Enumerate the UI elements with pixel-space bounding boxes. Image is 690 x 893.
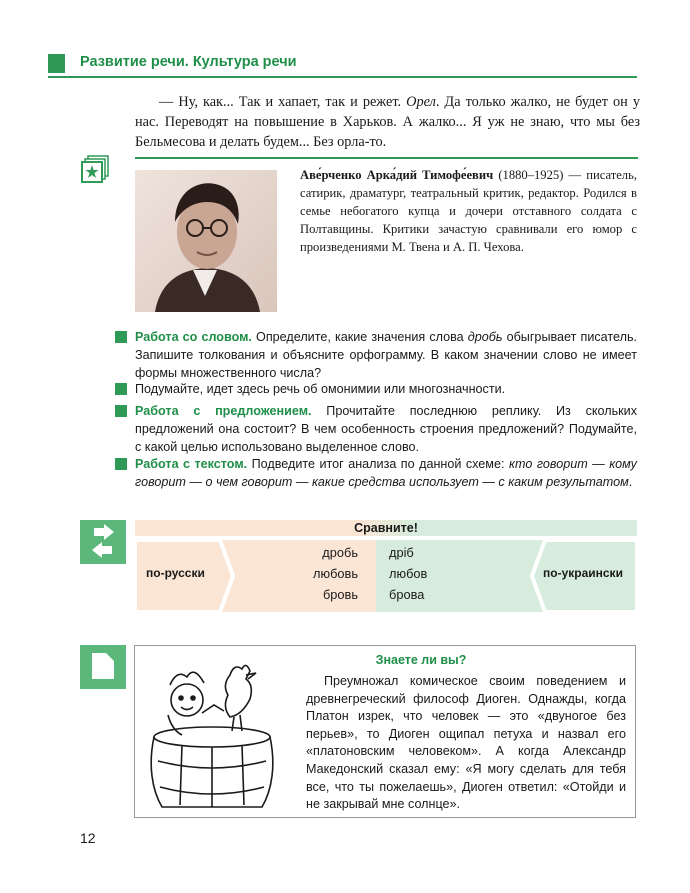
ukrainian-word: дріб [389, 545, 414, 560]
section-title: Развитие речи. Культура речи [80, 54, 297, 70]
task-bullet [115, 331, 127, 343]
ukrainian-word: любов [389, 566, 428, 581]
russian-word: бровь [322, 587, 358, 602]
ukrainian-word: брова [389, 587, 425, 602]
task-bullet [115, 383, 127, 395]
bio-divider [135, 157, 638, 159]
author-bio: Аве́рченко Арка́дий Тимофе́евич (1880–1925) — писатель, сатирик, драматург, театральный критик, редактор. Родился в семье небогатого купца и дочери отставного солдата с Полтавщины. Критики зачастую сравнивали его юмор с произведениями М. Твена и А. П. Чехова. [300, 168, 637, 254]
task-text-work: Работа с текстом. Подведите итог анализа по данной схеме: кто говорит — кому говорит — о чем говорит — какие средства использует — с каким результатом. [135, 457, 637, 489]
task-word-work: Работа со словом. Определите, какие значения слова дробь обыгрывает писатель. Запишите толкования и объясните орфограмму. В каком значении слово не имеет формы множественного числа? [135, 330, 638, 380]
compare-title-bar [135, 520, 637, 536]
compare-title: Сравните! [354, 521, 418, 535]
author-portrait [135, 170, 277, 312]
header-divider [48, 76, 637, 78]
page-number: 12 [80, 830, 96, 846]
diogenes-barrel-illustration [142, 655, 292, 815]
fact-icon [80, 645, 126, 689]
dialogue-excerpt: — Ну, как... Так и хапает, так и режет. Орел. Да только жалко, не будет он у нас. Переводят на повышение в Харьков. А жалко... Я уж не знаю, что мы без Бельмесова и делать будем... Без орла-то. [135, 94, 640, 150]
russian-word: дробь [322, 545, 358, 560]
compare-icon [80, 520, 126, 564]
task-homonymy: Подумайте, идет здесь речь об омонимии или многозначности. [135, 382, 506, 396]
task-sentence-work: Работа с предложением. Прочитайте последнюю реплику. Из скольких предложений она состоит? В чем особенность строения предложений? Подумайте, с какой целью использовано выделенное слово. [135, 404, 637, 454]
section-marker [48, 54, 65, 73]
task-bullet [115, 405, 127, 417]
did-you-know-title: Знаете ли вы? [375, 653, 467, 667]
russian-word: любовь [313, 566, 358, 581]
task-bullet [115, 458, 127, 470]
compare-label-ukrainian: по-украински [543, 566, 623, 580]
author-icon [80, 155, 110, 185]
did-you-know-text: Преумножал комическое своим поведением и древнегреческий философ Диоген. Однажды, когда Платон изрек, что человек — это «двуногое без перьев», то Диоген ощипал петуха и назвал его «платоновским человеком». А когда Александр Македонский сказал ему: «Я могу сделать для тебя все, что ты пожелаешь», Диоген ответил: «Отойди и не закрывай мне солнце». [306, 674, 626, 812]
compare-label-russian: по-русски [146, 566, 205, 580]
